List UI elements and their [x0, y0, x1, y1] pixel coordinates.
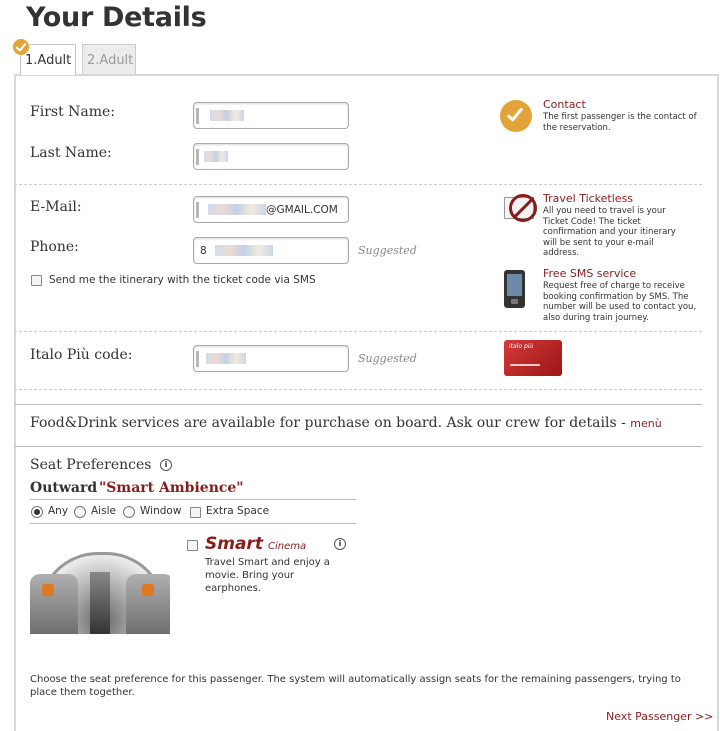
ticketless-text: All you need to travel is your Ticket Code! The ticket confirmation and your itinerary will be sent to your e-mail address.	[543, 206, 676, 258]
ticketless-title: Travel Ticketless	[543, 192, 634, 205]
mobile-phone-icon	[504, 270, 525, 308]
seat-preferences-heading: Seat Preferences	[30, 457, 152, 473]
next-passenger-link[interactable]: Next Passenger >>	[606, 710, 714, 723]
seat-window-radio[interactable]	[123, 506, 135, 518]
ticketless-icon	[500, 193, 540, 227]
food-drink-notice	[30, 415, 662, 431]
seat-any-radio[interactable]	[31, 506, 43, 518]
italo-code-field[interactable]	[193, 345, 349, 372]
train-interior-image	[30, 542, 170, 634]
info-icon[interactable]: i	[160, 459, 172, 471]
tab-adult-2[interactable]	[82, 44, 136, 74]
extra-space-label: Extra Space	[206, 505, 270, 517]
italo-code-label: Italo Più code:	[30, 347, 133, 363]
contact-check-icon	[500, 100, 532, 132]
tab-label: 1.Adult	[25, 53, 72, 68]
smart-cinema-text: Travel Smart and enjoy a movie. Bring your earphones.	[205, 557, 330, 594]
phone-label: Phone:	[30, 239, 79, 255]
divider	[14, 446, 702, 447]
menu-link[interactable]: menù	[630, 417, 662, 430]
phone-field[interactable]: 8	[193, 237, 349, 264]
divider	[30, 499, 356, 500]
italo-piu-card-icon: italo più	[504, 340, 562, 376]
seat-any-label: Any	[48, 505, 69, 517]
phone-suggested-hint: Suggested	[358, 244, 417, 257]
email-field[interactable]: @GMAIL.COM	[193, 196, 349, 223]
email-label: E-Mail:	[30, 199, 82, 215]
divider	[14, 404, 702, 405]
seat-preference-note: Choose the seat preference for this passenger. The system will automatically assign seats for the remaining passengers, trying to place them together.	[30, 674, 681, 698]
sms-checkbox[interactable]	[31, 275, 42, 286]
divider	[14, 389, 702, 390]
outward-label: Outward	[30, 480, 98, 496]
seat-window-label: Window	[140, 505, 182, 517]
ambience-name: "Smart Ambience"	[99, 480, 244, 496]
contact-text: The first passenger is the contact of the reservation.	[543, 112, 697, 133]
tab-label: 2.Adult	[87, 53, 134, 68]
completed-check-icon	[13, 39, 29, 55]
extra-space-checkbox[interactable]	[190, 507, 201, 518]
sms-service-text: Request free of charge to receive booking confirmation by SMS. The number will be used to contact you, also during train journey.	[543, 281, 697, 323]
sms-checkbox-label: Send me the itinerary with the ticket code via SMS	[49, 274, 316, 286]
divider	[14, 331, 702, 332]
info-icon[interactable]: i	[334, 538, 346, 550]
first-name-label: First Name:	[30, 104, 116, 120]
divider	[14, 184, 702, 185]
sms-service-title: Free SMS service	[543, 267, 637, 280]
smart-cinema-logo: Smart Cinema	[205, 534, 307, 554]
italo-code-suggested-hint: Suggested	[358, 352, 417, 365]
page-title: Your Details	[26, 2, 207, 33]
first-name-field[interactable]	[193, 102, 349, 129]
seat-aisle-label: Aisle	[91, 505, 116, 517]
food-drink-text: Food&Drink services are available for purchase on board. Ask our crew for details -	[30, 415, 626, 431]
last-name-field[interactable]	[193, 143, 349, 170]
smart-cinema-checkbox[interactable]	[187, 540, 198, 551]
divider	[30, 523, 356, 524]
seat-aisle-radio[interactable]	[74, 506, 86, 518]
last-name-label: Last Name:	[30, 145, 112, 161]
contact-title: Contact	[543, 98, 586, 111]
